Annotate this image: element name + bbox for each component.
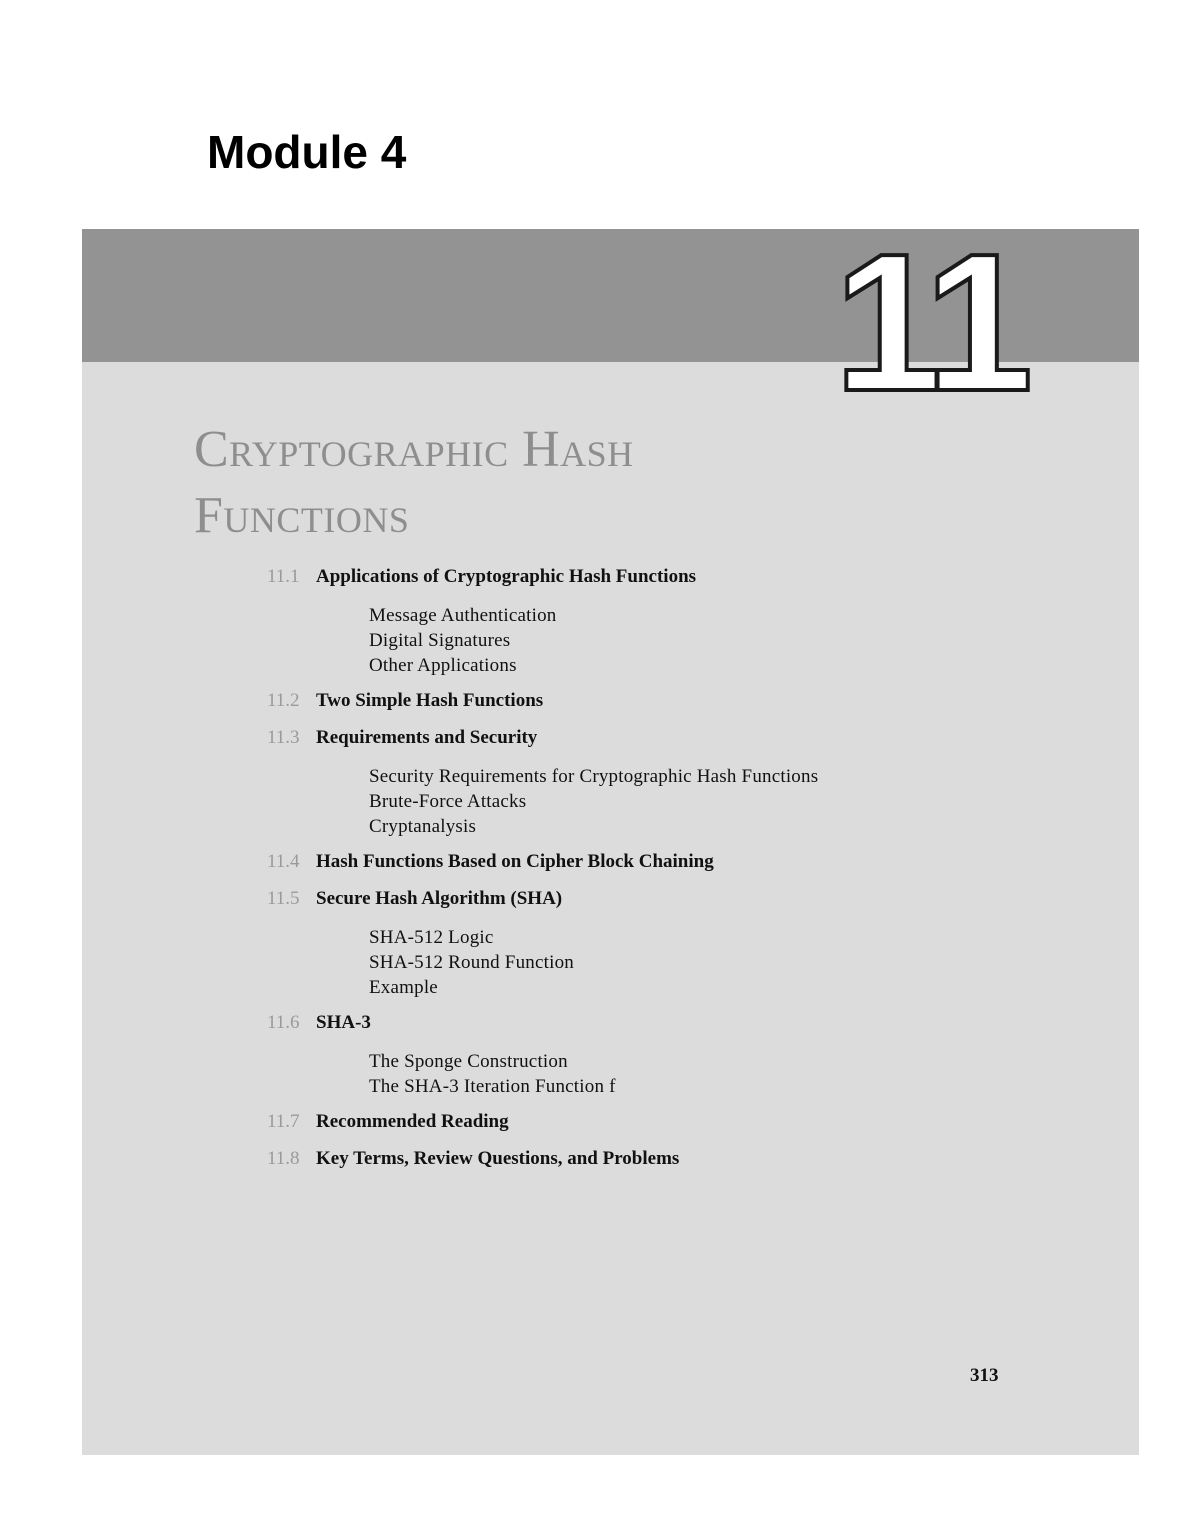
- toc-subsection: Digital Signatures: [369, 630, 511, 651]
- toc-subsection: Brute-Force Attacks: [369, 791, 527, 812]
- toc-section-11-5: [267, 888, 1027, 1000]
- chapter-number: 11: [834, 213, 1026, 432]
- toc-section-title: Key Terms, Review Questions, and Problems: [316, 1148, 680, 1169]
- toc-section-11-7: [267, 1111, 1027, 1136]
- toc-subsection-list: [369, 1049, 1027, 1099]
- toc-subsection: Cryptanalysis: [369, 816, 477, 837]
- toc-section-number: 11.1: [267, 566, 300, 587]
- toc-section-number: 11.2: [267, 690, 300, 711]
- chapter-title-line-2: Functions: [194, 487, 410, 544]
- toc-section-number: 11.7: [267, 1111, 300, 1132]
- page-number: 313: [970, 1365, 999, 1386]
- toc-section-11-8: [267, 1148, 1027, 1173]
- toc-section-11-3: [267, 727, 1027, 839]
- toc-section-number: 11.4: [267, 851, 300, 872]
- toc-subsection: Other Applications: [369, 655, 517, 676]
- table-of-contents: [267, 566, 1027, 1185]
- toc-section-title: Requirements and Security: [316, 727, 538, 748]
- chapter-title: [194, 417, 954, 549]
- toc-subsection-list: [369, 764, 1027, 839]
- chapter-title-line-1: Cryptographic Hash: [194, 421, 634, 478]
- toc-section-title: Applications of Cryptographic Hash Functions: [316, 566, 697, 587]
- toc-subsection: Message Authentication: [369, 605, 557, 626]
- toc-section-11-2: [267, 690, 1027, 715]
- toc-subsection: Example: [369, 977, 438, 998]
- toc-subsection: The Sponge Construction: [369, 1051, 568, 1072]
- module-title: Module 4: [207, 126, 407, 178]
- toc-section-number: 11.5: [267, 888, 300, 909]
- toc-section-number: 11.8: [267, 1148, 300, 1169]
- toc-section-11-1: [267, 566, 1027, 678]
- toc-subsection: The SHA-3 Iteration Function f: [369, 1076, 616, 1097]
- toc-section-11-4: [267, 851, 1027, 876]
- toc-subsection: SHA-512 Round Function: [369, 952, 574, 973]
- toc-section-title: Secure Hash Algorithm (SHA): [316, 888, 563, 909]
- toc-subsection-list: [369, 925, 1027, 1000]
- toc-section-title: Hash Functions Based on Cipher Block Chaining: [316, 851, 714, 872]
- toc-section-title: Recommended Reading: [316, 1111, 509, 1132]
- toc-subsection-list: [369, 603, 1027, 678]
- toc-section-11-6: [267, 1012, 1027, 1099]
- toc-section-title: SHA-3: [316, 1012, 371, 1033]
- toc-section-title: Two Simple Hash Functions: [316, 690, 544, 711]
- toc-subsection: SHA-512 Logic: [369, 927, 494, 948]
- toc-section-number: 11.6: [267, 1012, 300, 1033]
- chapter-opener-panel: [82, 213, 1139, 1455]
- toc-subsection: Security Requirements for Cryptographic Hash Functions: [369, 766, 819, 787]
- toc-section-number: 11.3: [267, 727, 300, 748]
